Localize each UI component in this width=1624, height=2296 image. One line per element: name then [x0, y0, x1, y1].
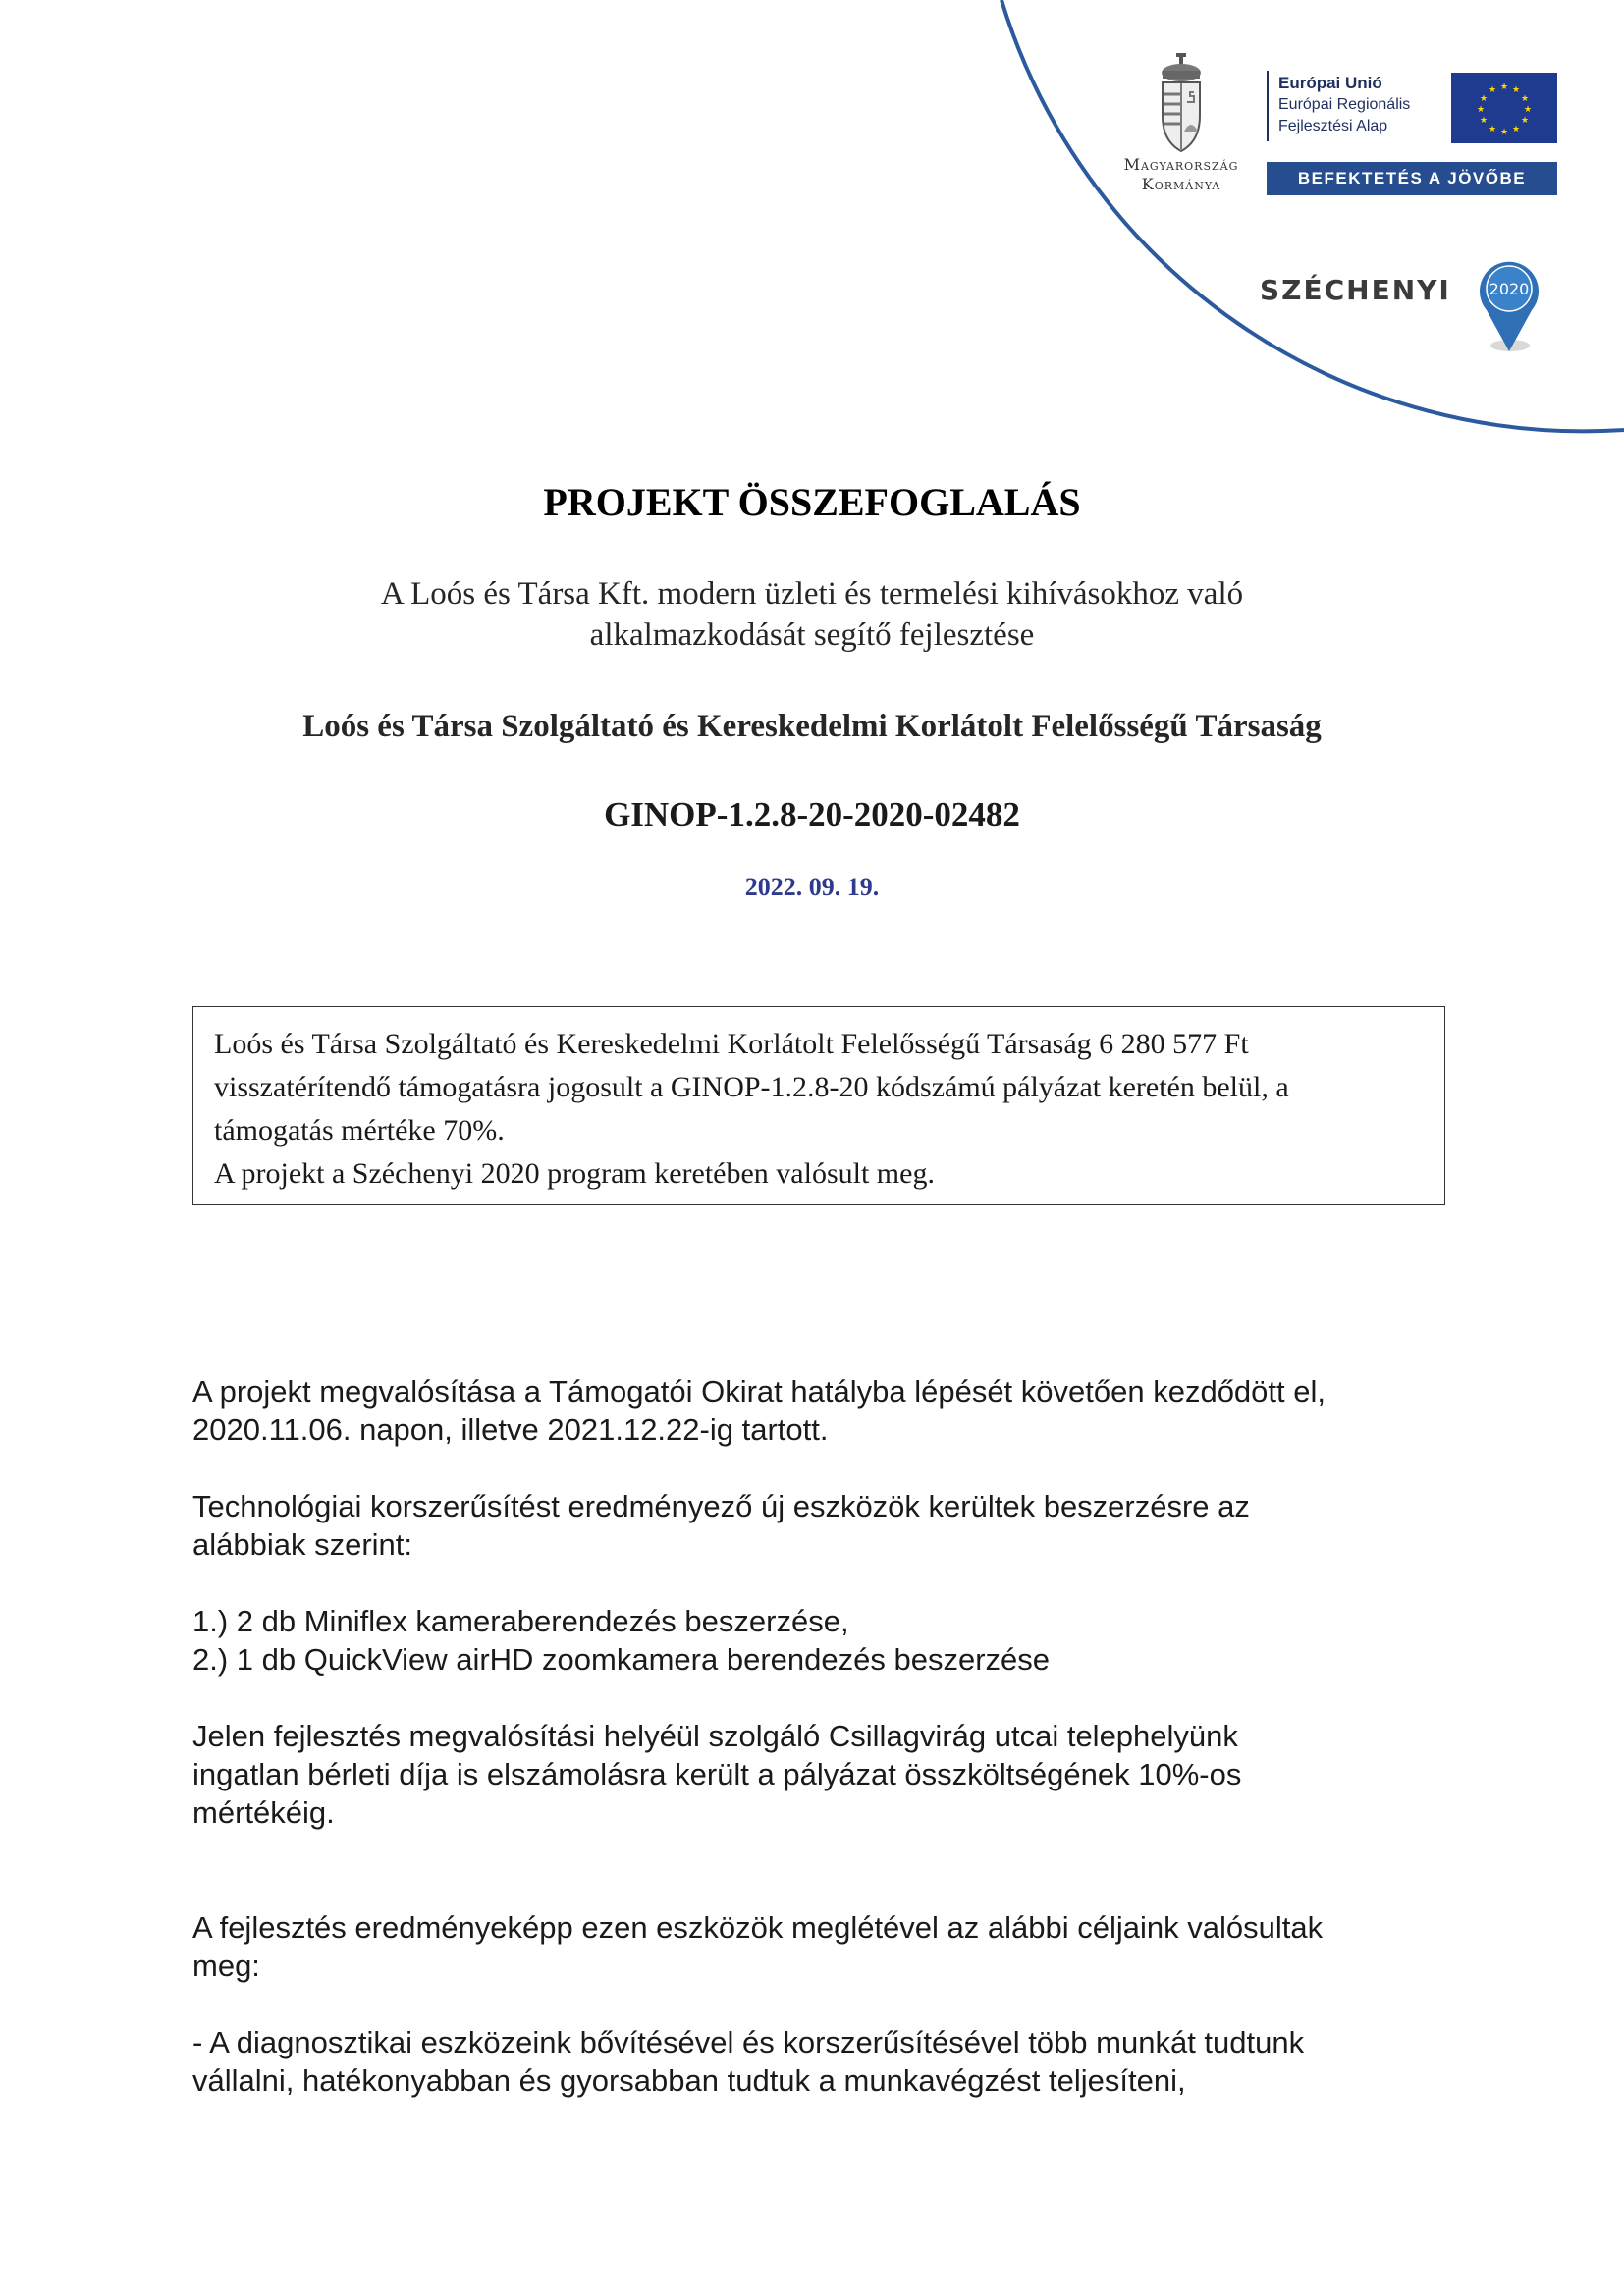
- page-title: PROJEKT ÖSSZEFOGLALÁS: [543, 480, 1081, 524]
- svg-text:★: ★: [1479, 116, 1489, 126]
- svg-text:★: ★: [1520, 94, 1530, 104]
- project-subtitle: [0, 573, 1624, 656]
- body-paragraph2-line1: Technológiai korszerűsítést eredményező új eszközök kerültek beszerzésre az: [192, 1489, 1250, 1523]
- eu-title: Európai Unió: [1278, 74, 1382, 92]
- svg-text:★: ★: [1476, 105, 1486, 115]
- eu-fund-line2: Fejlesztési Alap: [1278, 118, 1388, 134]
- body-paragraph1-line1: A projekt megvalósítása a Támogatói Okirat hatályba lépését követően kezdődött el,: [192, 1374, 1326, 1409]
- body-paragraph1-line2: 2020.11.06. napon, illetve 2021.12.22-ig tartott.: [192, 1413, 829, 1447]
- eu-flag-icon: [1451, 73, 1557, 143]
- body-paragraph3-line3: mértékéig.: [192, 1795, 335, 1830]
- hungarian-coat-of-arms-icon: [1157, 53, 1206, 155]
- gov-logo-line1: Magyarország: [1123, 155, 1239, 174]
- body-paragraph4-line1: A fejlesztés eredményeképp ezen eszközök meglétével az alábbi céljaink valósultak: [192, 1910, 1324, 1945]
- body-paragraph2-line2: alábbiak szerint:: [192, 1527, 413, 1562]
- eu-divider-line: [1267, 71, 1269, 141]
- header-arc-decoration: [0, 0, 1624, 452]
- svg-text:★: ★: [1499, 82, 1509, 92]
- gov-logo-line2: Kormánya: [1141, 175, 1221, 193]
- project-code: GINOP-1.2.8-20-2020-02482: [604, 795, 1020, 833]
- szechenyi-wordmark: SZÉCHENYI: [1260, 274, 1451, 306]
- body-paragraph5-line1: - A diagnosztikai eszközeink bővítésével és korszerűsítésével több munkát tudtunk: [192, 2025, 1305, 2059]
- body-paragraph3-line2: ingatlan bérleti díja is elszámolásra került a pályázat összköltségének 10%-os: [192, 1757, 1242, 1791]
- body-paragraph5-line2: vállalni, hatékonyabban és gyorsabban tudtuk a munkavégzést teljesíteni,: [192, 2063, 1186, 2098]
- svg-text:★: ★: [1488, 125, 1497, 134]
- svg-text:★: ★: [1488, 85, 1497, 95]
- szechenyi-2020-pin-icon: [1475, 253, 1543, 355]
- svg-text:★: ★: [1520, 116, 1530, 126]
- eu-logo-block: [1267, 71, 1561, 196]
- funding-info-line2: visszatérítendő támogatásra jogosult a GINOP-1.2.8-20 kódszámú pályázat keretén belül, a: [214, 1071, 1289, 1103]
- eu-slogan-band: BEFEKTETÉS A JÖVŐBE: [1267, 162, 1557, 195]
- svg-text:★: ★: [1479, 94, 1489, 104]
- funding-info-box: [192, 1006, 1445, 1205]
- svg-text:★: ★: [1523, 105, 1533, 115]
- list-item: 2.) 1 db QuickView airHD zoomkamera berendezés beszerzése: [192, 1642, 1050, 1677]
- funding-info-line1: Loós és Társa Szolgáltató és Kereskedelmi Korlátolt Felelősségű Társaság 6 280 577 Ft: [214, 1028, 1249, 1060]
- company-name: Loós és Társa Szolgáltató és Kereskedelmi Korlátolt Felelősségű Társaság: [302, 709, 1322, 744]
- project-subtitle-line1: A Loós és Társa Kft. modern üzleti és termelési kihívásokhoz való: [380, 576, 1244, 612]
- eu-fund-line1: Európai Regionális: [1278, 96, 1411, 113]
- funding-info-line3: támogatás mértéke 70%.: [214, 1114, 505, 1147]
- svg-text:★: ★: [1511, 85, 1521, 95]
- svg-text:★: ★: [1511, 125, 1521, 134]
- eu-text: [1278, 73, 1410, 137]
- body-paragraph3-line1: Jelen fejlesztés megvalósítási helyéül szolgáló Csillagvirág utcai telephelyünk: [192, 1719, 1238, 1753]
- hungarian-government-logo: [1098, 53, 1265, 194]
- svg-text:★: ★: [1499, 128, 1509, 137]
- project-description: [192, 1372, 1459, 2100]
- list-item: 1.) 2 db Miniflex kameraberendezés beszerzése,: [192, 1604, 849, 1638]
- body-paragraph4-line2: meg:: [192, 1949, 260, 1983]
- document-date: 2022. 09. 19.: [744, 873, 880, 901]
- funding-info-line4: A projekt a Széchenyi 2020 program keretében valósult meg.: [214, 1157, 935, 1190]
- szechenyi-badge-text: 2020: [1489, 280, 1530, 298]
- project-subtitle-line2: alkalmazkodását segítő fejlesztése: [589, 617, 1035, 653]
